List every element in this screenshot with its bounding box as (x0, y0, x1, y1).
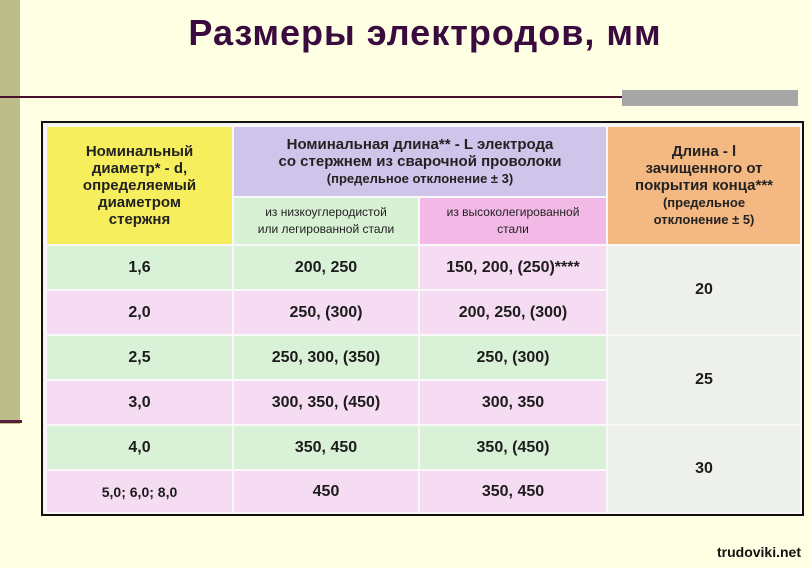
low-alloy-cell: 250, 300, (350) (233, 335, 419, 380)
left-accent-bar (0, 0, 20, 424)
left-accent-line (0, 420, 22, 423)
header-length: Номинальная длина** - L электрода со стержнем из сварочной проволоки (предельное отклонение ± 3) (233, 126, 607, 197)
header-diameter: Номинальный диаметр* - d, определяемый диаметром стержня (46, 126, 233, 245)
low-alloy-cell: 350, 450 (233, 425, 419, 470)
stripped-cell: 25 (607, 335, 801, 425)
high-alloy-cell: 200, 250, (300) (419, 290, 607, 335)
high-alloy-cell: 350, (450) (419, 425, 607, 470)
low-alloy-cell: 300, 350, (450) (233, 380, 419, 425)
diameter-cell: 4,0 (46, 425, 233, 470)
stripped-cell: 20 (607, 245, 801, 335)
header-low-alloy: из низкоуглеродистой или легированной стали (233, 197, 419, 245)
diameter-cell: 1,6 (46, 245, 233, 290)
table-row (46, 335, 801, 380)
diameter-cell: 2,0 (46, 290, 233, 335)
high-alloy-cell: 300, 350 (419, 380, 607, 425)
slide-title: Размеры электродов, мм (188, 12, 662, 53)
table-row (46, 425, 801, 470)
watermark: trudoviki.net (716, 544, 801, 560)
header-stripped-length: Длина - l зачищенного от покрытия конца*** (предельное отклонение ± 5) (607, 126, 801, 245)
low-alloy-cell: 200, 250 (233, 245, 419, 290)
high-alloy-cell: 150, 200, (250)**** (419, 245, 607, 290)
stripped-cell: 30 (607, 425, 801, 513)
header-high-alloy: из высоколегированной стали (419, 197, 607, 245)
high-alloy-cell: 350, 450 (419, 470, 607, 513)
table-row (46, 245, 801, 290)
divider-accent-block (622, 90, 798, 106)
electrode-table (41, 121, 804, 516)
diameter-cell: 3,0 (46, 380, 233, 425)
diameter-cell: 2,5 (46, 335, 233, 380)
electrode-size-table (45, 125, 802, 514)
high-alloy-cell: 250, (300) (419, 335, 607, 380)
diameter-cell: 5,0; 6,0; 8,0 (46, 470, 233, 513)
low-alloy-cell: 250, (300) (233, 290, 419, 335)
low-alloy-cell: 450 (233, 470, 419, 513)
